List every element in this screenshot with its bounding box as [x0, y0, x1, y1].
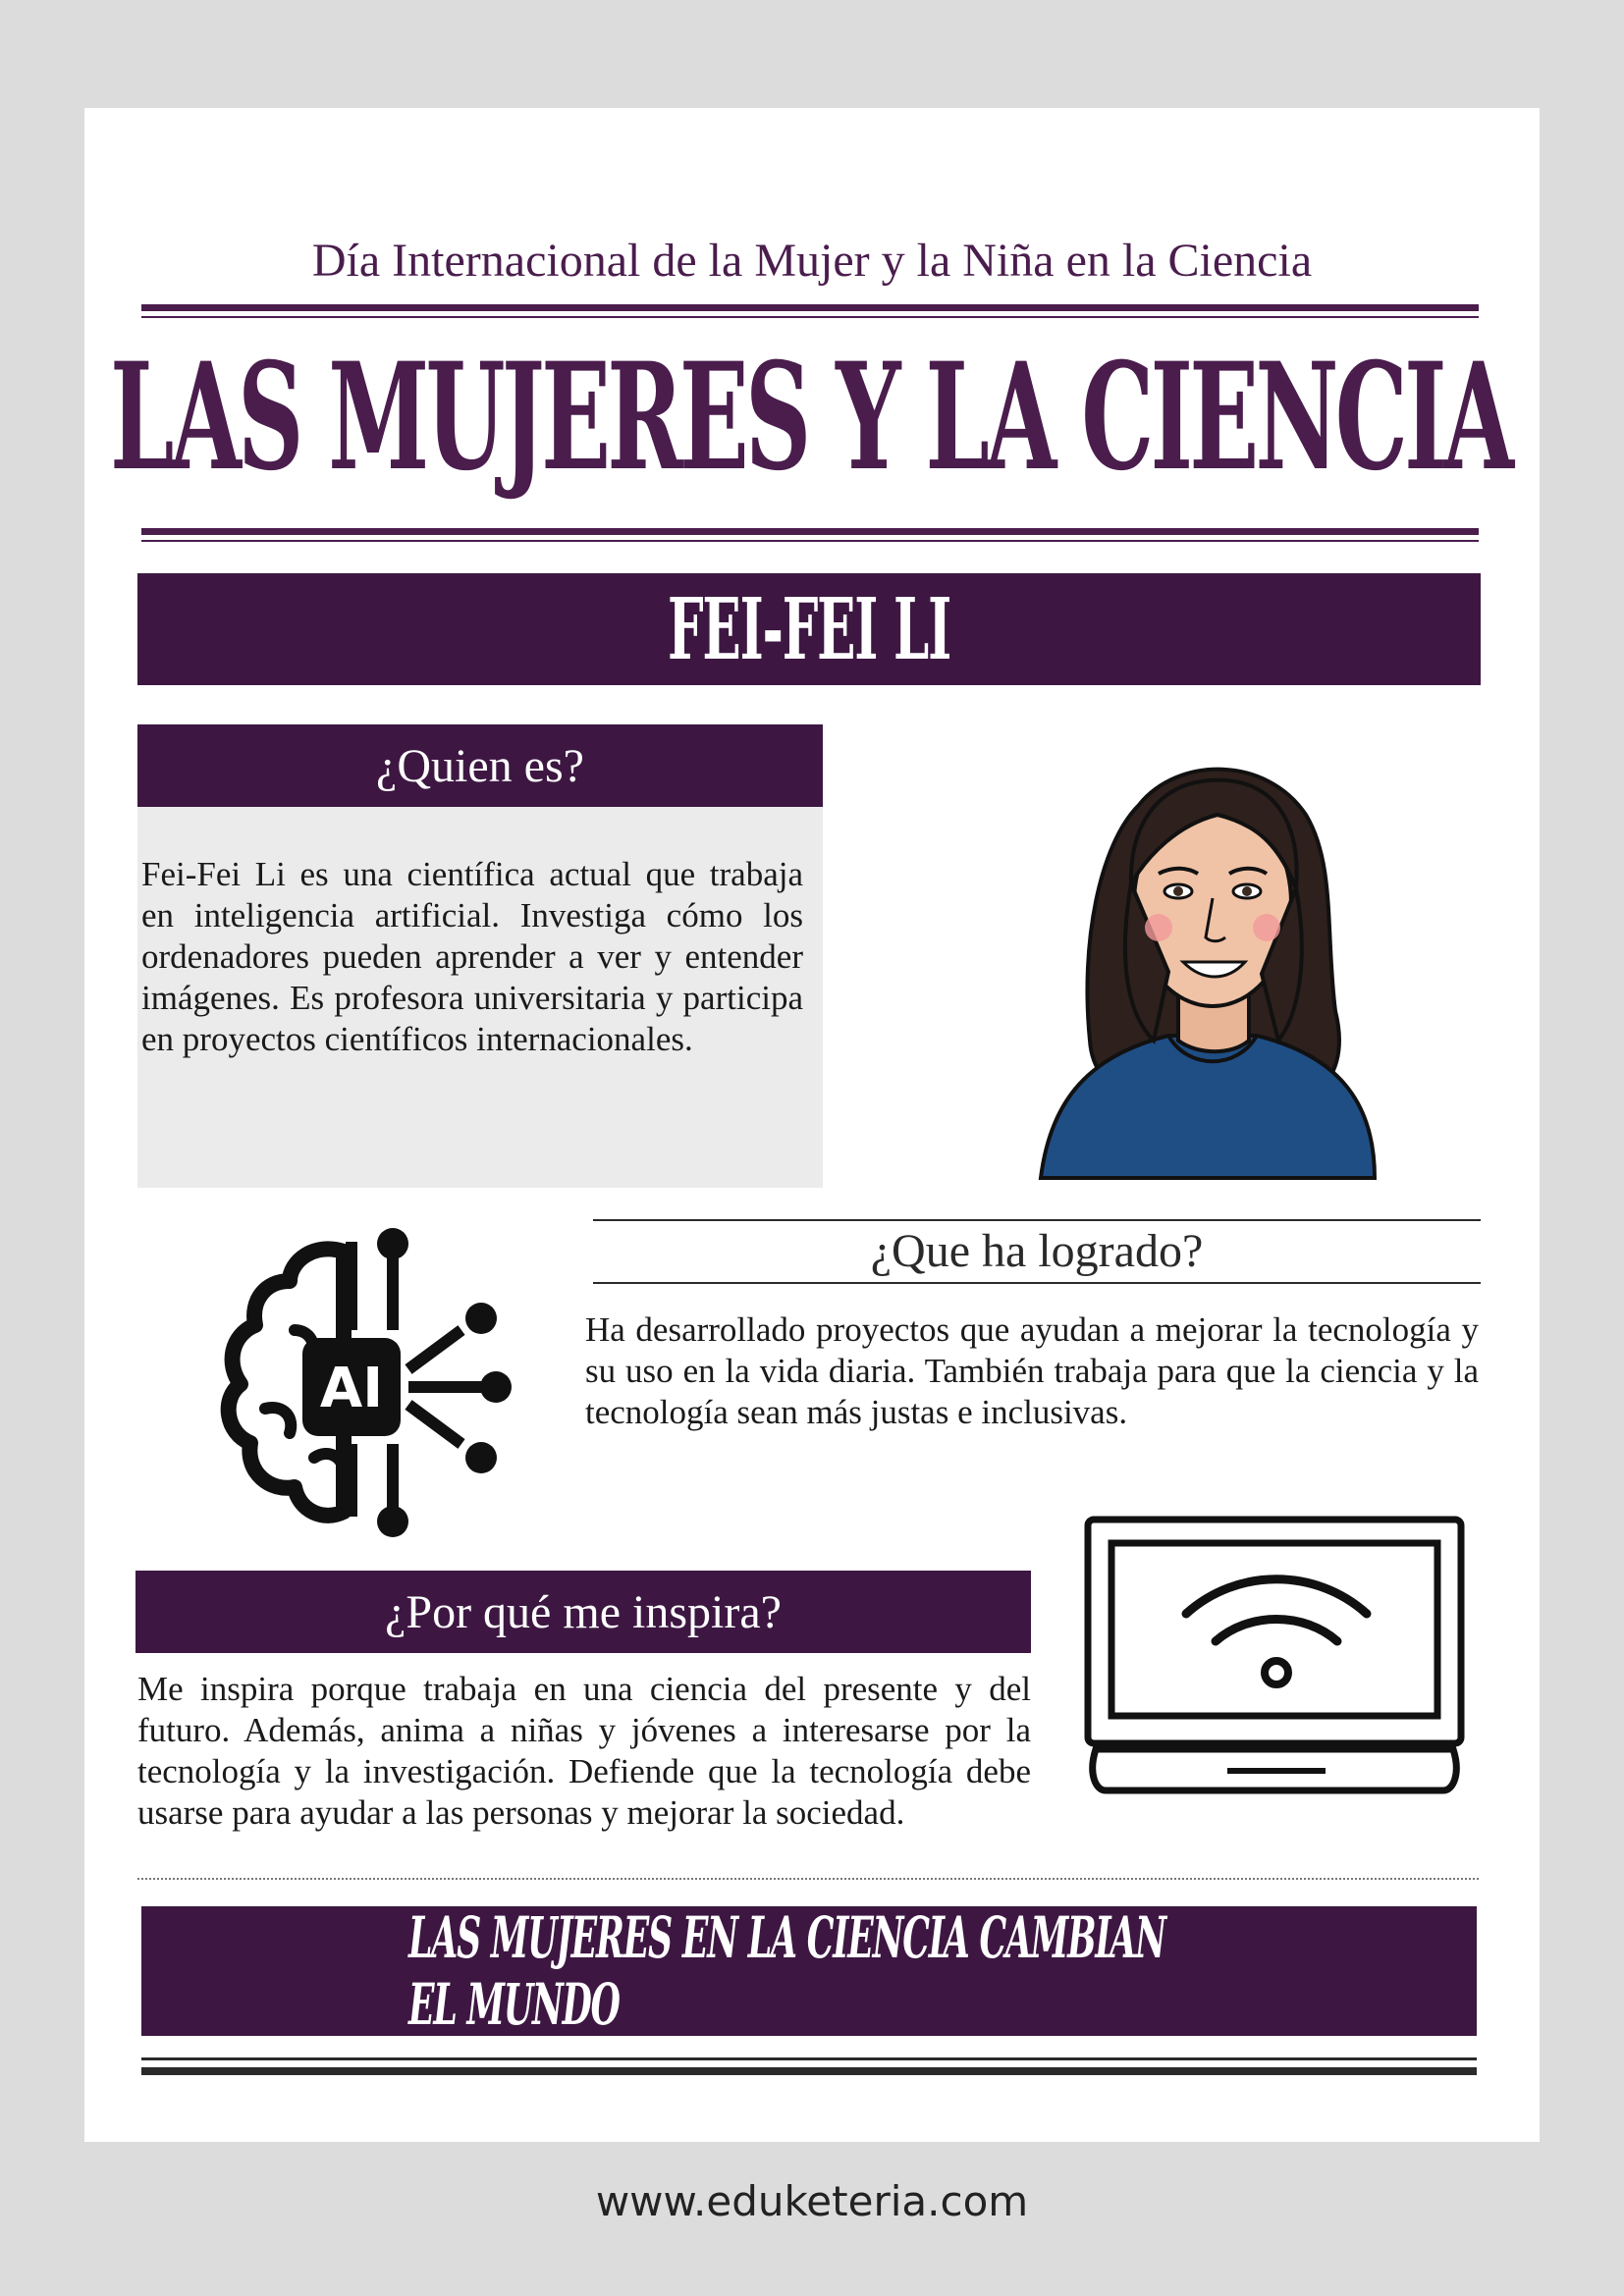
bottom-rule-thick	[141, 2067, 1477, 2075]
ai-label: AI	[319, 1357, 384, 1420]
quien-es-header	[137, 724, 823, 807]
dotted-divider	[137, 1878, 1479, 1880]
quien-es-text: Fei-Fei Li es una científica actual que trabaja en inteligencia artificial. Investiga cómo los ordenadores pueden aprender a ver y entender imágenes. Es profesora universitaria y participa en proyectos científicos internacionales.	[141, 855, 803, 1058]
inspira-header	[135, 1571, 1031, 1653]
scientist-name: FEI-FEI LI	[667, 579, 950, 679]
ai-brain-icon	[196, 1222, 520, 1546]
bottom-rule-thin	[141, 2057, 1477, 2060]
website-url[interactable]: www.eduketeria.com	[595, 2177, 1029, 2225]
name-banner	[137, 573, 1481, 685]
portrait-illustration	[1021, 717, 1394, 1183]
inspira-text: Me inspira porque trabaja en una ciencia del presente y del futuro. Además, anima a niñas y jóvenes a interesarse por la tecnología y la investigación. Defiende que la tecnología debe usarse para ayudar a las personas y mejorar la sociedad.	[137, 1670, 1031, 1832]
wifi-monitor-icon	[1080, 1514, 1473, 1798]
logrado-heading: ¿Que ha logrado?	[870, 1225, 1204, 1277]
title-rule-thin	[141, 540, 1479, 542]
logrado-text: Ha desarrollado proyectos que ayudan a mejorar la tecnología y su uso en la vida diaria. También trabaja para que la ciencia y la tecnología sean más justas e inclusivas.	[585, 1310, 1479, 1431]
event-subtitle: Día Internacional de la Mujer y la Niña en la Ciencia	[311, 235, 1313, 287]
logrado-rule-bottom	[593, 1282, 1481, 1284]
slogan-banner	[141, 1906, 1477, 2036]
main-title	[109, 314, 1511, 520]
main-title-text: LAS MUJERES Y LA CIENCIA	[109, 331, 1511, 504]
quien-es-heading: ¿Quien es?	[376, 739, 584, 792]
inspira-heading: ¿Por qué me inspira?	[385, 1585, 782, 1638]
top-rule-thick	[141, 304, 1479, 311]
title-rule-thick	[141, 528, 1479, 535]
slogan-text: LAS MUJERES EN LA CIENCIA CAMBIAN EL MUNDO	[407, 1904, 1165, 2038]
